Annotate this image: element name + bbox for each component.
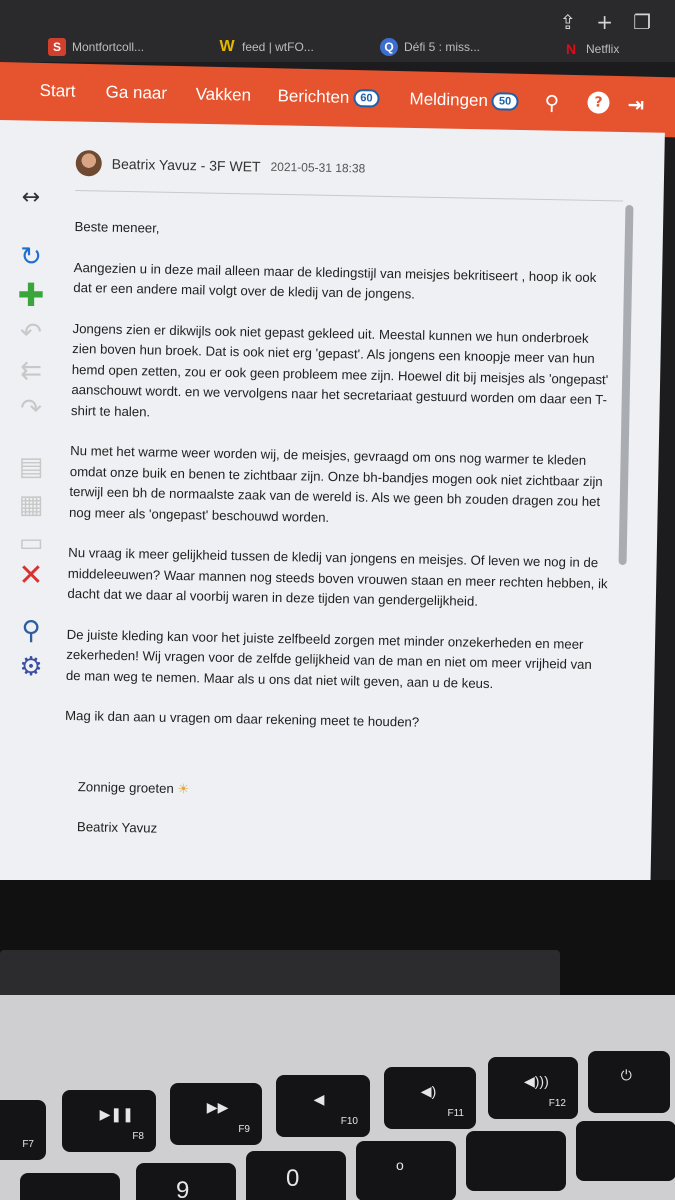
mute-icon: ◀ bbox=[313, 1091, 325, 1107]
tab-favicon: N bbox=[565, 41, 577, 57]
nav-meldingen[interactable] bbox=[409, 89, 518, 111]
berichten-count-badge: 60 bbox=[353, 89, 380, 108]
key-label: o bbox=[396, 1157, 404, 1173]
key-f11[interactable] bbox=[384, 1067, 476, 1129]
message-toolbar bbox=[0, 120, 70, 900]
key-0[interactable] bbox=[246, 1151, 346, 1200]
delete-icon[interactable]: ✕ bbox=[18, 557, 44, 593]
nav-berichten-label: Berichten bbox=[277, 86, 350, 107]
share-icon[interactable]: ⇪ bbox=[559, 10, 577, 34]
settings-icon[interactable]: ⚙ bbox=[19, 652, 43, 682]
logout-icon[interactable]: ⇥ bbox=[627, 92, 645, 117]
browser-toolbar-icons bbox=[560, 10, 651, 34]
key-label: F8 bbox=[132, 1131, 144, 1142]
signature: Beatrix Yavuz bbox=[76, 819, 158, 836]
greeting: Beste meneer, bbox=[74, 218, 160, 236]
sender-name[interactable]: Beatrix Yavuz - 3F WET bbox=[111, 155, 261, 175]
nav-start[interactable]: Start bbox=[39, 80, 76, 101]
laptop-hinge bbox=[0, 950, 560, 998]
paragraph: Mag ik dan aan u vragen om daar rekening meet te houden? bbox=[64, 707, 420, 730]
browser-tab[interactable] bbox=[380, 34, 480, 60]
search-icon[interactable]: ⚲ bbox=[21, 616, 41, 646]
key-label: 0 bbox=[286, 1165, 300, 1192]
forward-icon[interactable]: ↷ bbox=[20, 394, 42, 424]
message-date: 2021-05-31 18:38 bbox=[270, 159, 366, 176]
avatar bbox=[76, 150, 102, 176]
print-icon[interactable]: ▤ bbox=[18, 452, 44, 482]
tab-favicon: W bbox=[219, 38, 235, 55]
help-icon[interactable]: ? bbox=[587, 91, 609, 113]
nav-berichten[interactable] bbox=[277, 86, 380, 108]
key-9[interactable] bbox=[136, 1163, 236, 1200]
tabs-overview-icon[interactable]: ❐ bbox=[633, 10, 651, 34]
keyboard-area bbox=[0, 995, 675, 1200]
key-label: F11 bbox=[447, 1108, 464, 1119]
key-power[interactable] bbox=[588, 1051, 670, 1113]
paragraph: Nu vraag ik meer gelijkheid tussen de kledij van jongens en meisjes. Of leven we nog in de middeleeuwen? Waar mannen nog steeds boven vrouwen staan en meer rechten hebben, ik dacht dat we daar al voorbij waren in deze tijden van gendergelijkheid. bbox=[67, 544, 608, 609]
sun-icon: ☀ bbox=[177, 780, 190, 796]
browser-tab[interactable] bbox=[562, 36, 619, 62]
key-label: F7 bbox=[22, 1139, 34, 1150]
message-view bbox=[62, 150, 647, 868]
key-f12[interactable] bbox=[488, 1057, 578, 1119]
tab-label: Montfortcoll... bbox=[72, 40, 145, 54]
volume-down-icon: ◀) bbox=[420, 1083, 437, 1099]
nav-vakken[interactable]: Vakken bbox=[195, 84, 252, 105]
key-f8[interactable] bbox=[62, 1090, 156, 1152]
key-delete[interactable] bbox=[576, 1121, 675, 1181]
fast-forward-icon: ▶▶ bbox=[206, 1099, 229, 1115]
archive-icon[interactable]: ▦ bbox=[18, 490, 44, 520]
browser-tab[interactable] bbox=[218, 34, 314, 60]
tab-favicon: Q bbox=[380, 38, 398, 56]
paragraph: De juiste kleding kan voor het juiste zelfbeeld zorgen met minder onzekerheden en meer zekerheden! Wij vragen voor de zelfde gelijkheid van de man en niet om meer vrijheid van de man weg te nemen. Maar als u ons dat niet wilt geven, aan u de keus. bbox=[65, 626, 592, 691]
expand-arrows-icon[interactable]: ↔ bbox=[21, 184, 41, 210]
new-tab-icon[interactable]: + bbox=[596, 10, 614, 34]
key-f10[interactable] bbox=[276, 1075, 370, 1137]
key-label: 9 bbox=[176, 1177, 190, 1200]
search-icon[interactable]: ⚲ bbox=[544, 90, 560, 115]
tab-favicon: S bbox=[48, 38, 66, 56]
add-icon[interactable]: ✚ bbox=[17, 276, 45, 314]
closing-text: Zonnige groeten bbox=[77, 778, 174, 796]
message-body bbox=[63, 191, 647, 848]
key-minus[interactable] bbox=[466, 1131, 566, 1191]
key-label: F12 bbox=[548, 1098, 566, 1109]
paragraph: Nu met het warme weer worden wij, de meisjes, gevraagd om ons nog warmer te kleden omdat onze buik en benen te zichtbaar zijn. Onze bh-bandjes mogen ook niet zichtbaar zijn terwijl een bh de normaalste zaak van de wereld is. Als we geen bh zouden dragen zou het nog meer als 'ongepast' beschouwd worden. bbox=[68, 442, 603, 525]
nav-meldingen-label: Meldingen bbox=[409, 89, 489, 111]
key-f7[interactable] bbox=[0, 1100, 46, 1160]
browser-tab-bar bbox=[0, 0, 675, 62]
power-icon: ⏻ bbox=[620, 1067, 632, 1083]
key-o[interactable] bbox=[356, 1141, 456, 1200]
key-o-partial[interactable] bbox=[20, 1173, 120, 1200]
reply-icon[interactable]: ↶ bbox=[20, 318, 42, 348]
paragraph: Aangezien u in deze mail alleen maar de kledingstijl van meisjes bekritiseert , hoop ik ook dat er een andere mail volgt over de kledij van de jongens. bbox=[73, 259, 597, 302]
closing bbox=[64, 776, 604, 807]
tab-label: feed | wtFO... bbox=[242, 40, 314, 54]
key-label: F10 bbox=[340, 1116, 358, 1127]
tab-label: Défi 5 : miss... bbox=[404, 40, 481, 54]
nav-ga-naar[interactable]: Ga naar bbox=[105, 82, 168, 103]
move-icon[interactable]: ▭ bbox=[18, 528, 44, 558]
meldingen-count-badge: 50 bbox=[492, 92, 519, 111]
refresh-icon[interactable]: ↻ bbox=[20, 242, 42, 272]
browser-tab[interactable] bbox=[48, 34, 144, 60]
reply-all-icon[interactable]: ⇇ bbox=[20, 356, 42, 386]
tab-label: Netflix bbox=[586, 42, 620, 56]
play-pause-icon: ▶❚❚ bbox=[99, 1106, 134, 1122]
paragraph: Jongens zien er dikwijls ook niet gepast gekleed uit. Meestal kunnen we hun onderbroek zien boven hun broek. Dat is ook niet erg 'gepast'. Als jongens een knoopje meer van hun hemd open zetten, zou er ook geen probleem mee zijn. Hoewel dit bij meisjes als 'ongepast' aanschouwt wordt. en we vervolgens naar het secretariaat gestuurd worden om daar een T-shirt te halen. bbox=[70, 320, 609, 419]
volume-up-icon: ◀))) bbox=[524, 1073, 549, 1089]
key-f9[interactable] bbox=[170, 1083, 262, 1145]
key-label: F9 bbox=[238, 1124, 250, 1135]
